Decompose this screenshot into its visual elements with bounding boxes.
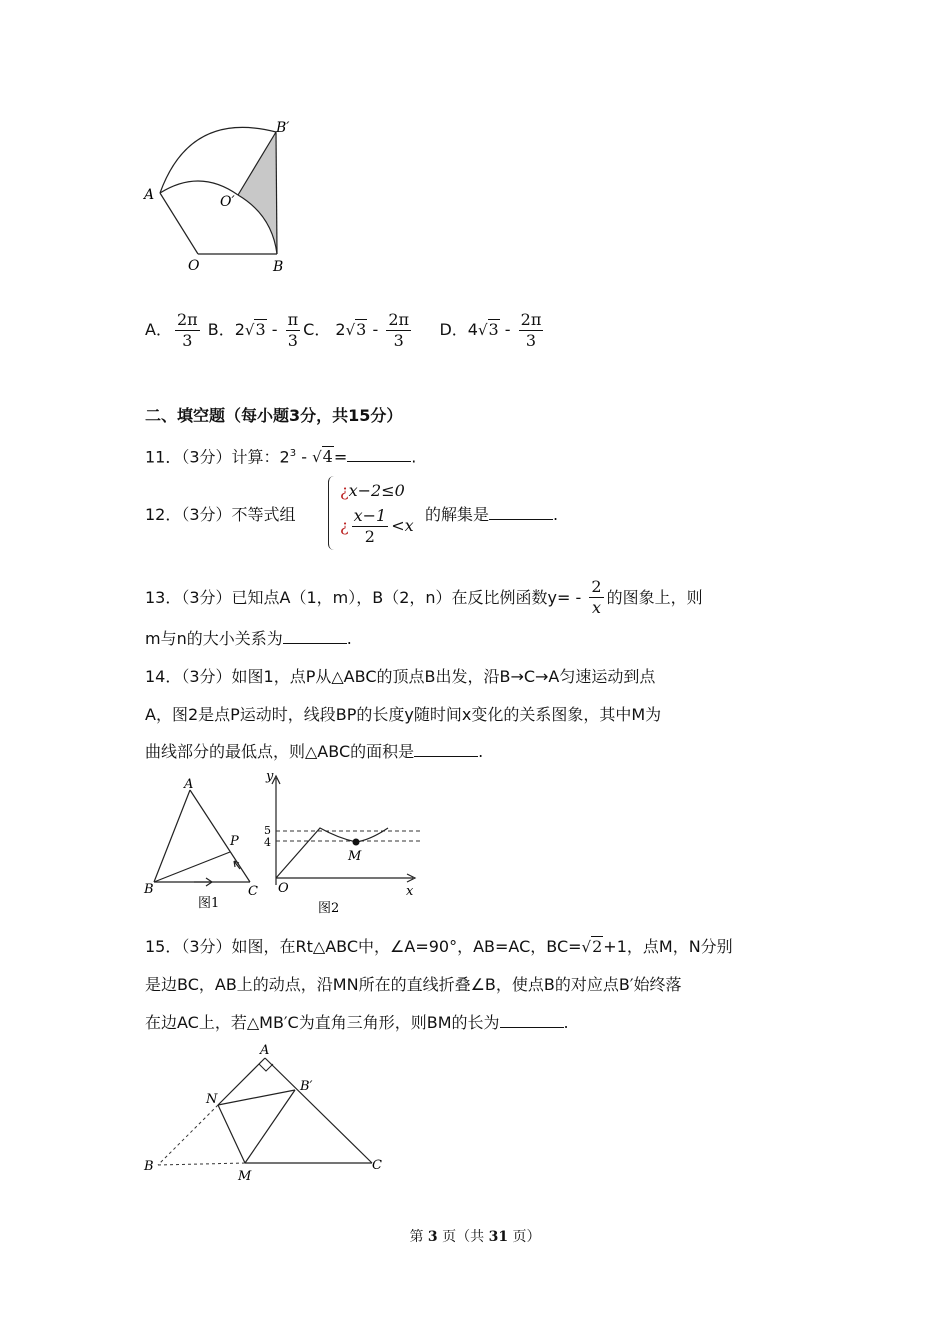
section-heading: 二、填空题（每小题3分，共15分） <box>145 406 403 425</box>
q12-answer-blank[interactable] <box>489 505 553 520</box>
q15-answer-blank[interactable] <box>500 1013 564 1028</box>
fig15-label-B-prime: B′ <box>300 1079 313 1094</box>
question-14-line3: 曲线部分的最低点，则△ABC的面积是 . <box>145 742 484 761</box>
fig15-label-C: C <box>372 1158 382 1173</box>
question-15-line3: 在边AC上，若△MB′C为直角三角形，则BM的长为 . <box>145 1013 569 1032</box>
fig2-tick-4: 4 <box>264 836 271 849</box>
point-M <box>353 839 360 846</box>
question-13-line2: m与n的大小关系为 . <box>145 629 352 648</box>
fig1-label-B: B <box>144 882 154 897</box>
fig2-label-y: y <box>266 770 274 784</box>
current-page: 3 <box>427 1229 438 1245</box>
q10-options: A． $\frac{2\pi}{3}$ B．2√3 - $\frac{\pi}{3}$ C． 2√3 - $\frac{2\pi}{3}$ D．4√3 - $\frac{2\pi}{3}$ <box>145 310 542 350</box>
question-14-line2: A，图2是点P运动时，线段BP的长度y随时间x变化的关系图象，其中M为 <box>145 705 662 724</box>
option-c-fraction: $\frac{2\pi}{3}$ <box>388 310 410 350</box>
q11-sqrt: √4 <box>312 447 333 467</box>
option-b-sqrt: √3 <box>244 320 266 339</box>
q12-brace <box>328 476 337 550</box>
fig15-label-B: B <box>144 1159 154 1174</box>
fig2-label-O: O <box>278 881 289 896</box>
question-15-line2: 是边BC，AB上的动点，沿MN所在的直线折叠∠B，使点B的对应点B′始终落 <box>145 975 682 994</box>
fig2-caption: 图2 <box>318 901 340 915</box>
option-d-sqrt: √3 <box>477 320 499 339</box>
q15-figure <box>140 1040 400 1190</box>
total-pages: 31 <box>488 1229 509 1245</box>
question-12: 12．（3分）不等式组 <box>145 505 296 524</box>
question-13: 13．（3分）已知点A（1，m），B（2，n）在反比例函数y= - $\frac{2}{x}$ 的图象上，则 <box>145 577 703 617</box>
fig15-label-M: M <box>238 1169 252 1184</box>
question-14-line1: 14．（3分）如图1，点P从△ABC的顶点B出发，沿B→C→A匀速运动到点 <box>145 667 656 686</box>
option-b-label: B． <box>207 320 235 339</box>
fig1-label-C: C <box>248 884 258 899</box>
shaded-region <box>238 132 277 254</box>
option-d-fraction: $\frac{2\pi}{3}$ <box>520 310 542 350</box>
label-O: O <box>188 258 200 274</box>
option-b-fraction: $\frac{\pi}{3}$ <box>287 310 299 350</box>
option-d-label: D． <box>439 320 468 339</box>
option-c-sqrt: √3 <box>345 320 367 339</box>
q13-answer-blank[interactable] <box>283 629 347 644</box>
fig2-label-x: x <box>406 884 414 899</box>
option-a-label: A． <box>145 320 172 339</box>
right-angle-mark <box>259 1064 273 1071</box>
q12-suffix: 的解集是 . <box>425 505 559 524</box>
q12-line2: ¿ $\frac{x-1}{2}$ <x <box>340 506 414 546</box>
label-B: B <box>273 259 284 275</box>
question-11: 11．（3分）计算：$2^3 - √4=$ . <box>145 447 417 467</box>
label-B-prime: B′ <box>276 120 290 136</box>
label-O-prime: O′ <box>220 194 235 210</box>
fig1-label-A: A <box>184 777 194 792</box>
fig15-label-N: N <box>206 1092 218 1107</box>
small-arc <box>160 181 238 195</box>
figure-sector-rotation <box>140 110 300 280</box>
q15-sqrt: √2 <box>581 937 603 956</box>
q14-answer-blank[interactable] <box>414 742 478 757</box>
option-a-fraction: $\frac{2\pi}{3}$ <box>176 310 198 350</box>
fig1-label-P: P <box>230 834 239 849</box>
q12-line1: ¿x−2≤0 <box>340 481 405 500</box>
q11-answer-blank[interactable] <box>347 447 411 462</box>
q14-figure-1 <box>140 775 270 915</box>
option-c-label: C． <box>303 320 331 339</box>
question-15-line1: 15．（3分）如图，在Rt△ABC中，∠A=90°，AB=AC，BC=√2+1，点M，N分别 <box>145 937 733 956</box>
fig15-label-A: A <box>260 1043 270 1058</box>
fig2-label-M: M <box>348 849 362 864</box>
page-footer: 第 3 页（共 31 页） <box>409 1229 541 1245</box>
fig2-tick-5: 5 <box>264 824 271 837</box>
q14-figure-2 <box>258 770 428 915</box>
label-A: A <box>144 187 155 203</box>
fig1-caption: 图1 <box>198 896 220 911</box>
q13-fraction: $\frac{2}{x}$ <box>591 577 602 617</box>
